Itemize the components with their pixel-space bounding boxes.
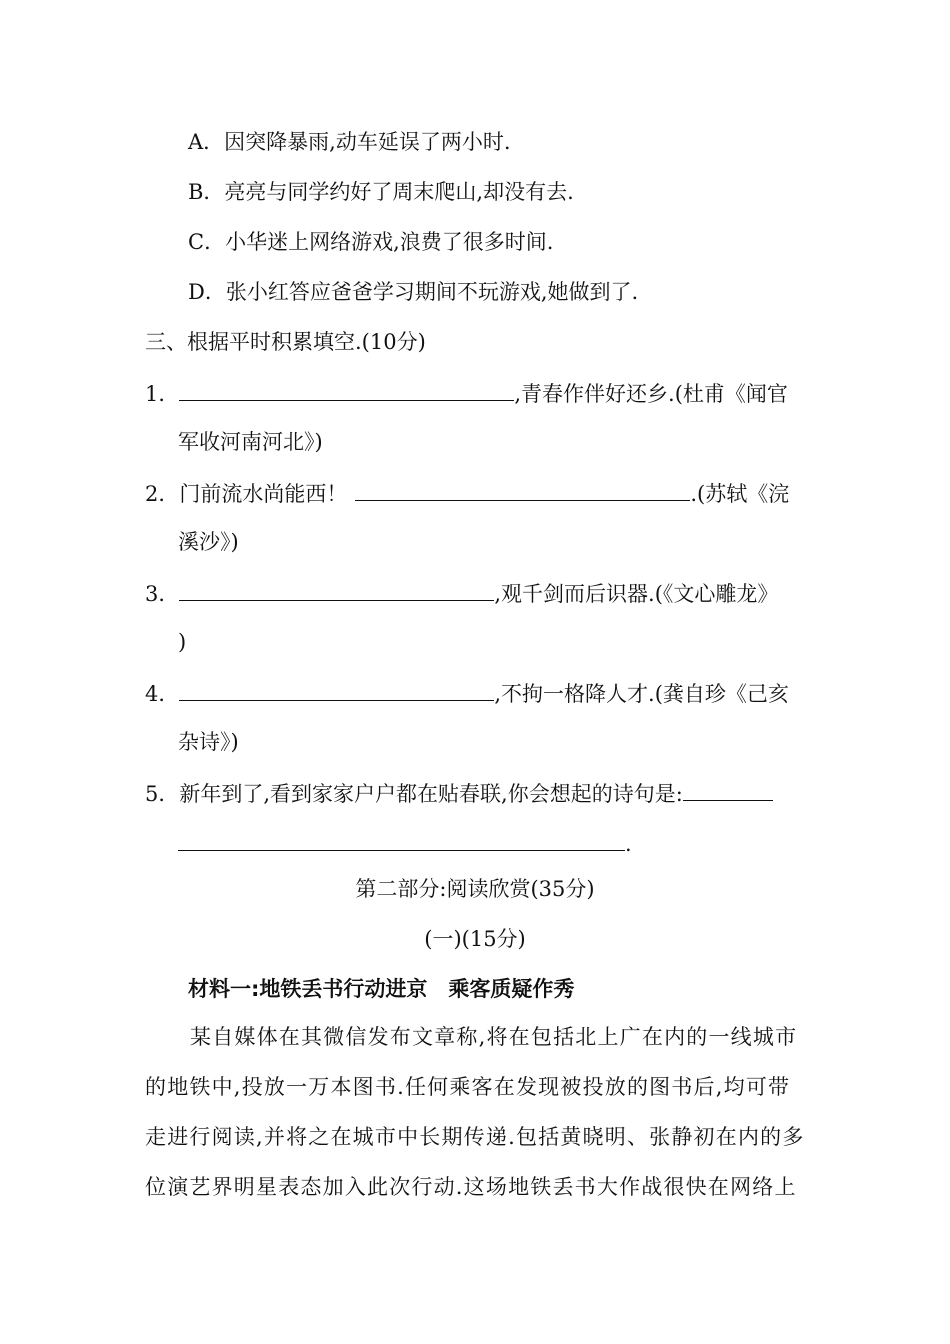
option-b: B．亮亮与同学约好了周末爬山,却没有去. [188,180,574,204]
paragraph-text: 某自媒体在其微信发布文章称,将在包括北上广在内的一线城市的地铁中,投放一万本图书.任何乘客在发现被投放的图书后,均可带走进行阅读,并将之在城市中长期传递.包括黄晓明、张静初在内的多位演艺界明星表态加入此次行动.这场地铁丢书大作战很快在网络上 [145,1025,805,1199]
part-2-title: 第二部分:阅读欣赏(35分) [355,877,595,901]
reading-paragraph [145,1012,805,1212]
question-2-continuation: 溪沙》) [178,530,239,554]
question-3 [145,578,778,608]
question-number: 1． [145,382,180,406]
question-text: ,青春作伴好还乡.(杜甫《闻官 [514,382,788,406]
answer-blank[interactable] [683,778,773,801]
question-2 [145,478,789,508]
question-4-continuation: 杂诗》) [178,730,239,754]
material-title: 材料一:地铁丢书行动进京 乘客质疑作秀 [188,977,575,1001]
question-5-continuation [178,828,632,858]
question-number: 4． [145,682,180,706]
question-text: ,观千剑而后识器.(《文心雕龙》 [494,582,779,606]
question-number: 2． [145,482,180,506]
option-a: A．因突降暴雨,动车延误了两小时. [188,130,511,154]
question-5 [145,778,773,808]
answer-blank[interactable] [355,478,690,501]
option-d: D．张小红答应爸爸学习期间不玩游戏,她做到了. [188,280,639,304]
question-number: 5． [145,782,180,806]
answer-blank[interactable] [179,578,494,601]
part-2-subtitle: (一)(15分) [424,927,526,951]
question-1-continuation: 军收河南河北》) [178,430,323,454]
answer-blank[interactable] [178,828,625,851]
question-text: 门前流水尚能西！ [179,482,348,506]
question-text: .(苏轼《浣 [690,482,790,506]
question-number: 3． [145,582,180,606]
question-text: 新年到了,看到家家户户都在贴春联,你会想起的诗句是: [179,782,683,806]
option-c: C．小华迷上网络游戏,浪费了很多时间. [188,230,554,254]
answer-blank[interactable] [179,678,494,701]
question-text: . [625,832,632,856]
answer-blank[interactable] [179,378,514,401]
question-4 [145,678,789,708]
section-3-title: 三、根据平时积累填空.(10分) [145,330,426,354]
question-text: ,不拘一格降人才.(龚自珍《己亥 [494,682,789,706]
question-1 [145,378,788,408]
question-3-continuation: ) [178,630,187,654]
